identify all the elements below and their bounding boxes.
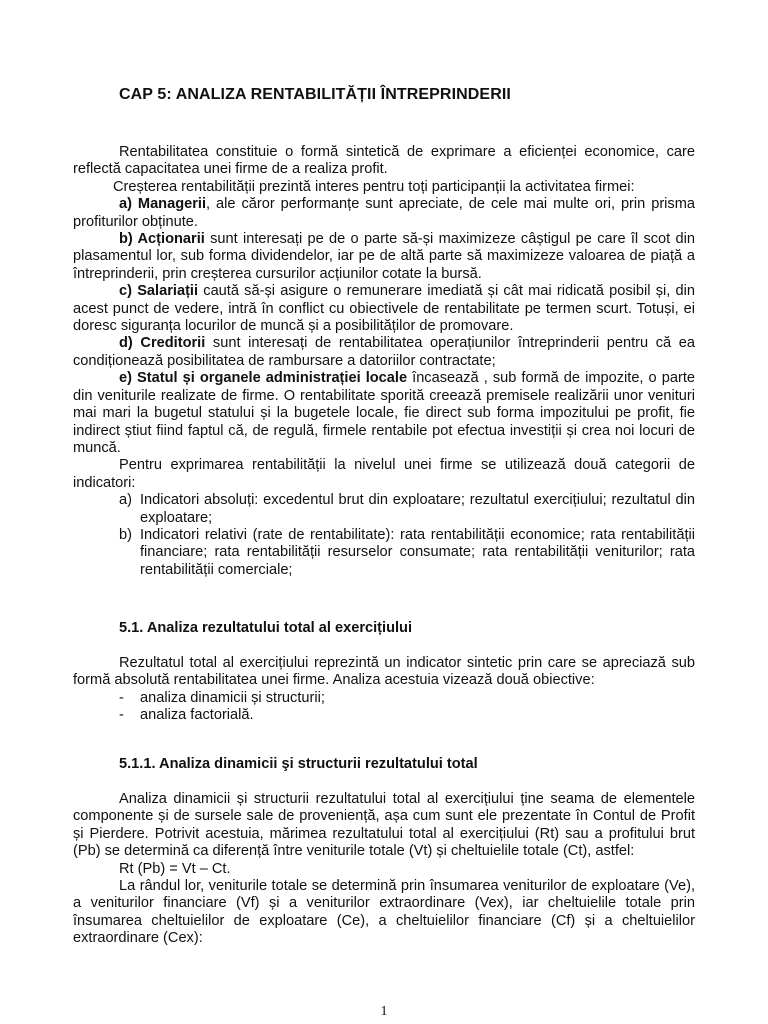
list-item (73, 707, 695, 724)
objective-list (73, 690, 695, 725)
stakeholder-label: d) Creditorii (119, 335, 206, 352)
stakeholder-text: caută să-și asigure o remunerare imediată și cât mai ridicată posibil și, din acest punct de vedere, intră în conflict cu obiectivele de rentabilitate pe termen scurt. Totuși, ei doresc siguranța locurilor de muncă și a posibilităților de promovare. (73, 283, 696, 335)
intro-paragraph-1: Rentabilitatea constituie o formă sintetică de exprimare a eficienței economice, care reflectă capacitatea unei firme de a realiza profit. (73, 144, 695, 178)
list-item-text: Indicatori absoluți: excedentul brut din exploatare; rezultatul exercițiului; rezultatul din exploatare; (140, 492, 695, 526)
section-5-1-body (73, 655, 695, 725)
section-heading-5-1-1: 5.1.1. Analiza dinamicii şi structurii rezultatului total (119, 756, 478, 772)
stakeholder-text: , ale căror performanțe sunt apreciate, de cele mai multe ori, prin prisma profiturilor obținute. (73, 196, 695, 230)
indicator-list (73, 492, 695, 579)
stakeholder-text: încasează , sub formă de impozite, o parte din veniturile realizate de firme. O rentabilitate sporită creează premisele realizării unor venituri mai mari la bugetul statului și la bugetele locale, fie direct sub forma impozitului pe profit, fie indirect știut fiind faptul că, de regulă, firmele rentabile pot efectua investiții și crea noi locuri de muncă. (73, 370, 695, 456)
indicators-intro: Pentru exprimarea rentabilității la nivelul unei firme se utilizează două categorii de indicatori: (73, 457, 695, 491)
stakeholder-managers (73, 196, 695, 231)
stakeholder-text: sunt interesați de rentabilitatea operațiunilor întreprinderii pentru că ea condiționează posibilitatea de rambursare a datoriilor contractate; (73, 335, 696, 369)
section-paragraph: La rândul lor, veniturile totale se determină prin însumarea veniturilor de exploatare (Ve), a veniturilor financiare (Vf) și a veniturilor extraordinare (Vex), iar cheltuielile totale prin însumarea cheltuielilor de exploatare (Ce), a cheltuielilor financiare (Cf) și a cheltuielilor extraordinare (Cex): (73, 878, 695, 947)
stakeholder-label: e) Statul și organele administrației locale (119, 370, 408, 387)
stakeholder-state (73, 370, 695, 457)
list-marker: - (119, 689, 124, 706)
list-marker: - (119, 707, 124, 724)
list-item (73, 527, 695, 579)
chapter-title: CAP 5: ANALIZA RENTABILITĂȚII ÎNTREPRINDERII (119, 86, 511, 103)
stakeholder-label: b) Acționarii (119, 231, 205, 248)
list-marker: a) (119, 492, 132, 509)
stakeholder-label: a) Managerii (119, 196, 207, 213)
stakeholder-creditors (73, 335, 695, 370)
section-heading-5-1: 5.1. Analiza rezultatului total al exercițiului (119, 620, 413, 636)
list-item-text: analiza dinamicii și structurii; (140, 689, 325, 706)
stakeholder-shareholders (73, 231, 695, 283)
list-item-text: Indicatori relativi (rate de rentabilitate): rata rentabilității economice; rata rentabilității financiare; rata rentabilității resurselor consumate; rata rentabilității veniturilor; rata rentabilității comerciale; (140, 526, 695, 578)
section-paragraph: Rezultatul total al exercițiului reprezintă un indicator sintetic prin care se apreciază sub formă absolută rentabilitatea unei firme. Analiza acestuia vizează două obiective: (73, 655, 695, 689)
stakeholder-text: sunt interesați pe de o parte să-și maximizeze câștigul pe care îl scot din plasamentul lor, sub forma dividendelor, iar pe de altă parte să maximizeze valoarea de piață a întreprinderii, prin creșterea cursurilor acțiunilor cotate la bursă. (73, 231, 695, 282)
list-marker: b) (119, 526, 132, 543)
section-5-1-1-body (73, 791, 695, 948)
list-item (73, 690, 695, 707)
intro-paragraph-2: Creșterea rentabilității prezintă interes pentru toți participanții la activitatea firmei: (113, 178, 635, 195)
list-item-text: analiza factorială. (140, 707, 254, 724)
page-number: 1 (380, 1004, 388, 1019)
intro-section (73, 144, 695, 579)
list-item (73, 492, 695, 527)
stakeholder-label: c) Salariații (119, 283, 199, 300)
formula: Rt (Pb) = Vt – Ct. (119, 860, 231, 877)
stakeholder-employees (73, 283, 695, 335)
section-paragraph: Analiza dinamicii și structurii rezultatului total al exercițiului ține seama de elementele componente și de sursele sale de proveniență, așa cum sunt ele prezentate în Contul de Profit și Pierdere. Potrivit acestuia, mărimea rezultatului total al exercițiului (Rt) sau a profitului brut (Pb) se determină ca diferență între veniturile totale (Vt) și cheltuielile totale (Ct), astfel: (73, 791, 695, 860)
